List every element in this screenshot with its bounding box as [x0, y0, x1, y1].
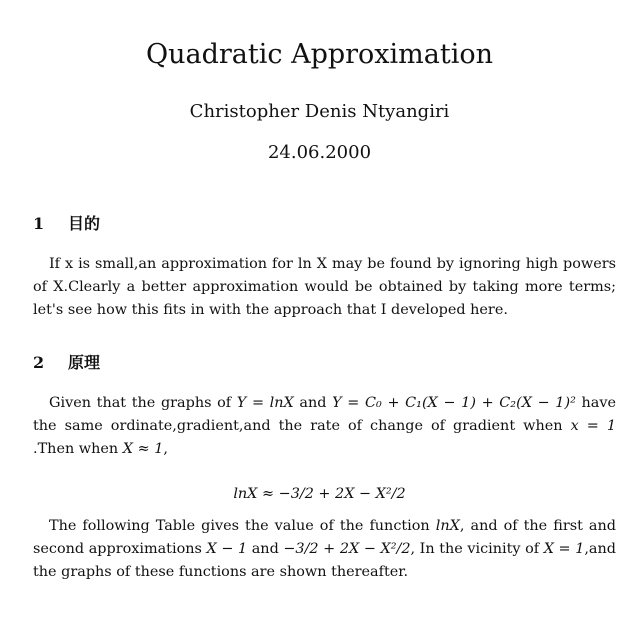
math-inline: x = 1: [570, 418, 617, 434]
text-run: ,: [163, 441, 168, 457]
equation-text: lnX ≈ −3/2 + 2X − X²/2: [233, 486, 406, 502]
text-run: have the same ordinate,gradient,and the rate of change of gradient when: [33, 395, 616, 434]
section-title: 原理: [68, 353, 101, 372]
display-equation: [0, 483, 639, 505]
section-heading-1: [33, 213, 100, 235]
math-inline: X − 1: [206, 541, 248, 557]
text-run: ,and the graphs of these functions are shown thereafter.: [33, 541, 616, 580]
paper-author: Christopher Denis Ntyangiri: [189, 101, 450, 122]
text-run: The following Table gives the value of the function: [49, 518, 436, 534]
section-2-paragraph-2: [33, 515, 616, 584]
paper-date: 24.06.2000: [267, 142, 372, 163]
section-heading-2: [33, 352, 100, 374]
text-run: and: [247, 541, 284, 557]
math-inline: Y = C₀ + C₁(X − 1) + C₂(X − 1)²: [332, 395, 576, 411]
math-inline: lnX: [435, 518, 460, 534]
section-number: 1: [33, 214, 45, 233]
section-number: 2: [33, 353, 45, 372]
text-run: .Then when: [33, 441, 123, 457]
text-run: and: [293, 395, 333, 411]
math-inline: Y = lnX: [236, 395, 294, 411]
section-2-paragraph-1: [33, 392, 616, 461]
section-1-paragraph: If x is small,an approximation for ln X may be found by ignoring high powers of X.Clearly a better approximation would be obtained by taking more terms; let's see how this fits in with the approach that I developed here.: [33, 256, 616, 318]
math-inline: −3/2 + 2X − X²/2: [283, 541, 411, 557]
paper-title: Quadratic Approximation: [145, 39, 494, 70]
math-inline: X = 1: [543, 541, 585, 557]
math-inline: X ≈ 1: [122, 441, 164, 457]
text-run: , In the vicinity of: [410, 541, 544, 557]
text-run: Given that the graphs of: [49, 395, 237, 411]
text-run: , and of the first and second approximations: [33, 518, 616, 557]
section-title: 目的: [68, 214, 101, 233]
